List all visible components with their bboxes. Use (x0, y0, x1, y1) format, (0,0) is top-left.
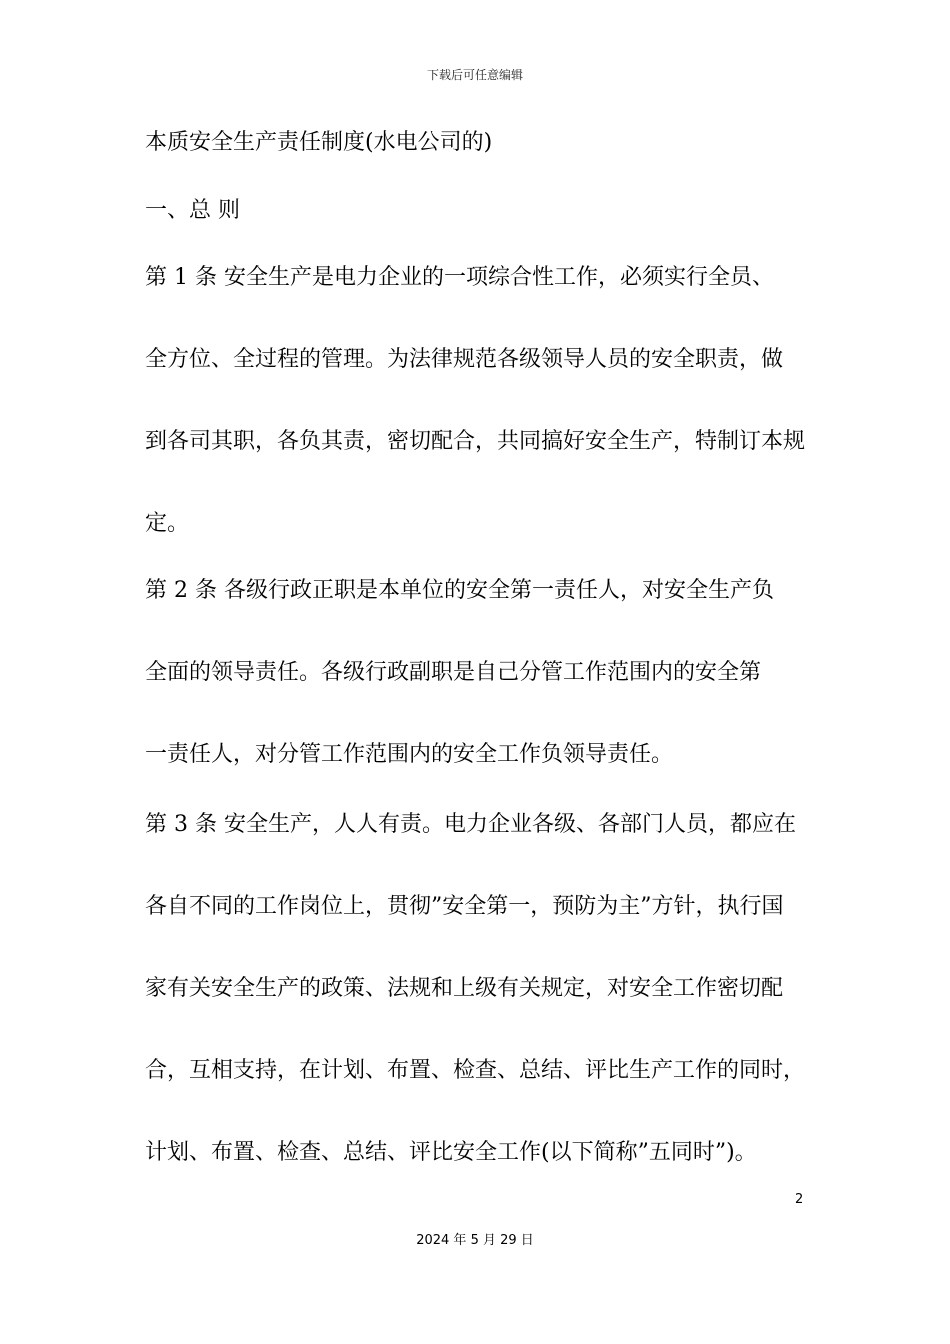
article-1-line-3: 到各司其职，各负其责，密切配合，共同搞好安全生产，特制订本规 (145, 429, 806, 454)
article-3-line-5: 计划、布置、检查、总结、评比安全工作(以下简称”五同时”)。 (145, 1140, 757, 1165)
article-1-line-2: 全方位、全过程的管理。为法律规范各级领导人员的安全职责，做 (145, 347, 784, 372)
article-3-line-4: 合，互相支持，在计划、布置、检查、总结、评比生产工作的同时， (145, 1058, 806, 1083)
article-2-line-1: 第 2 条 各级行政正职是本单位的安全第一责任人，对安全生产负 (145, 578, 774, 603)
article-1-line-1: 第 1 条 安全生产是电力企业的一项综合性工作，必须实行全员、 (145, 265, 774, 290)
article-3-line-3: 家有关安全生产的政策、法规和上级有关规定，对安全工作密切配 (145, 976, 784, 1001)
footer-date: 2024 年 5 月 29 日 (416, 1233, 534, 1248)
article-3-line-1: 第 3 条 安全生产，人人有责。电力企业各级、各部门人员，都应在 (145, 812, 796, 837)
page-number: 2 (795, 1192, 804, 1207)
article-3-line-2: 各自不同的工作岗位上，贯彻”安全第一，预防为主”方针，执行国 (145, 894, 784, 919)
article-2-line-3: 一责任人，对分管工作范围内的安全工作负领导责任。 (145, 742, 674, 767)
document-title: 本质安全生产责任制度(水电公司的) (145, 130, 493, 155)
section-heading: 一、总 则 (145, 198, 240, 223)
article-2-line-2: 全面的领导责任。各级行政副职是自己分管工作范围内的安全第 (145, 660, 762, 685)
article-1-line-4: 定。 (145, 511, 190, 536)
header-note: 下载后可任意编辑 (426, 68, 523, 82)
